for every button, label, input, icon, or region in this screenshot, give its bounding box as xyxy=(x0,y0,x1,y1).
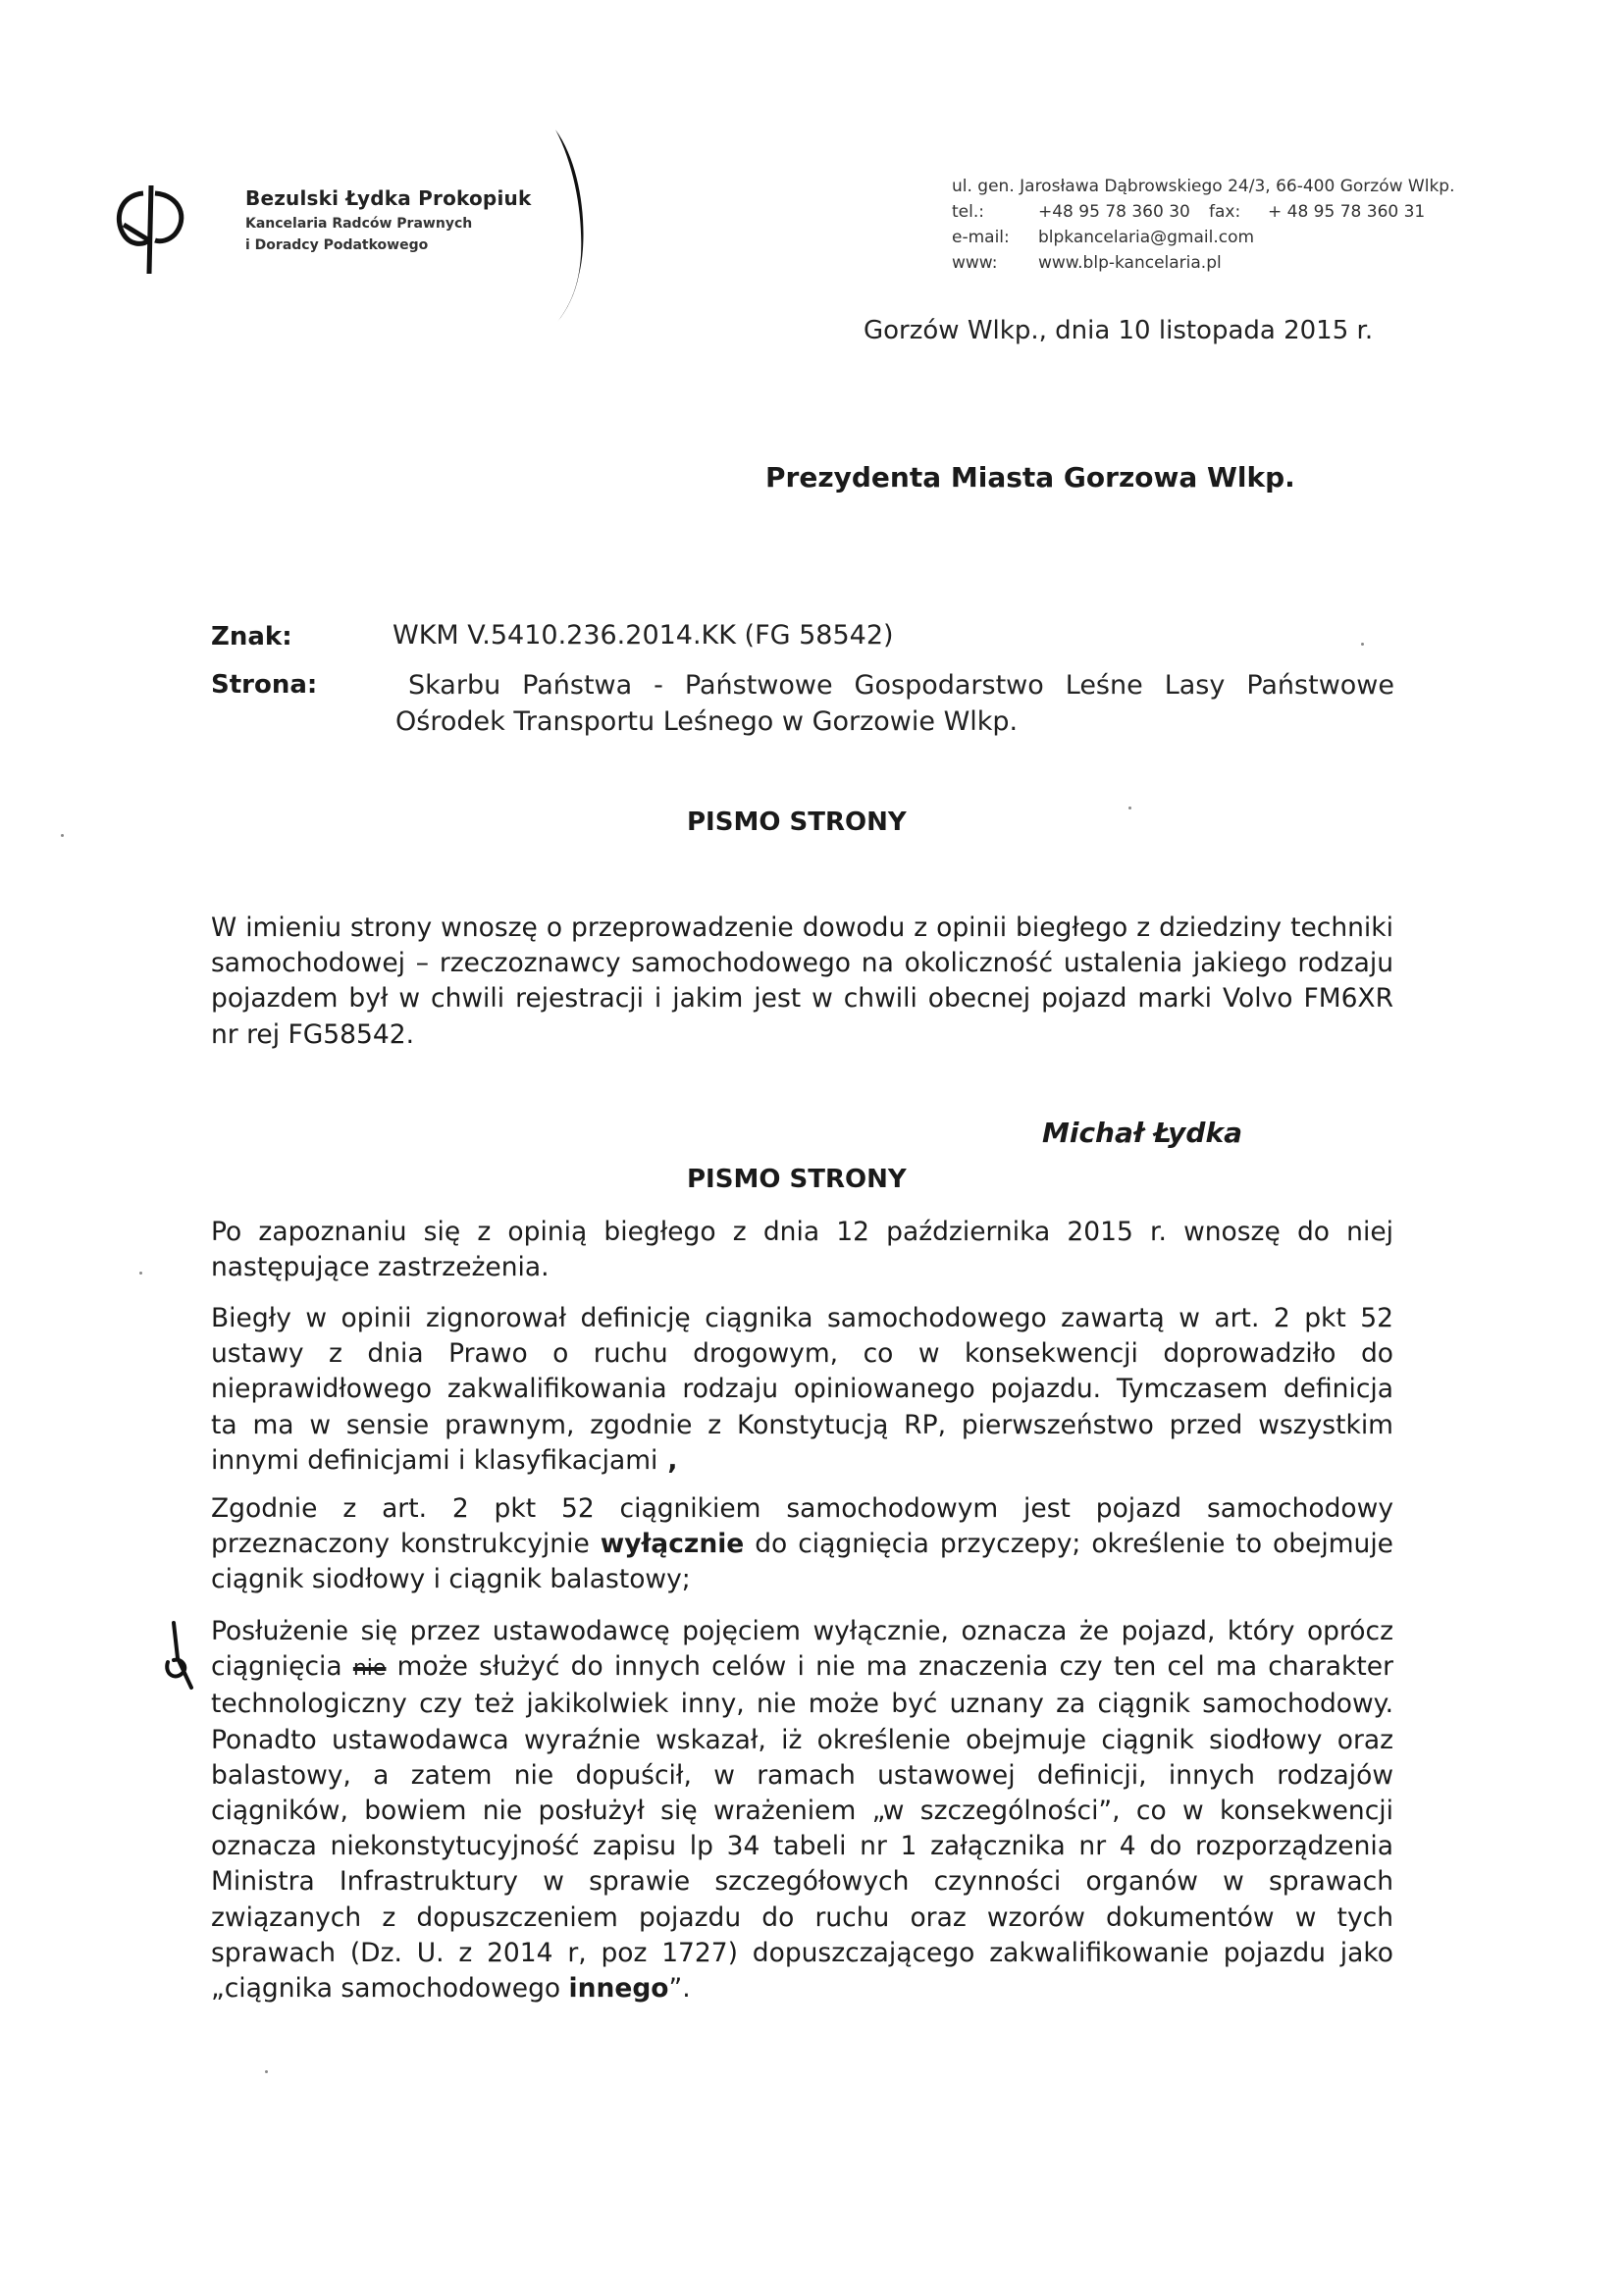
section-1-paragraph xyxy=(211,911,1393,1053)
fax-number: + 48 95 78 360 31 xyxy=(1268,202,1426,222)
para-4-line-2-end: może służyć do innych celów i nie ma znaczenia czy ten cel ma charakter xyxy=(386,1651,1393,1683)
para-4-last-end: ”. xyxy=(668,1973,691,2005)
section-1-line: pojazdem był w chwili rejestracji i jakim jest w chwili obecnej pojazd marki Volvo FM6XR xyxy=(211,983,1393,1015)
stray-comma-mark: , xyxy=(667,1444,678,1476)
section-2-paragraph-1 xyxy=(211,1215,1393,1285)
znak-label: Znak: xyxy=(211,622,292,651)
para-2-line: ta ma w sensie prawnym, zgodnie z Konstytucją RP, pierwszeństwo przed wszystkim xyxy=(211,1409,1393,1440)
email-label: e-mail: xyxy=(952,228,1010,247)
para-3-line-2-start: przeznaczony konstrukcyjnie xyxy=(211,1529,601,1560)
section-1-heading: PISMO STRONY xyxy=(687,807,907,837)
para-1-line: Po zapoznaniu się z opinią biegłego z dnia 12 października 2015 r. wnoszę do niej xyxy=(211,1217,1393,1247)
para-3-line-2-end: do ciągnięcia przyczepy; określenie to obejmuje xyxy=(744,1529,1393,1560)
signature-name: Michał Łydka xyxy=(1042,1117,1242,1149)
scan-speck xyxy=(61,834,64,837)
www-address: www.blp-kancelaria.pl xyxy=(1038,253,1222,273)
para-4-line: sprawach (Dz. U. z 2014 r, poz 1727) dopuszczającego zakwalifikowanie pojazdu jako xyxy=(211,1937,1393,1968)
znak-value: WKM V.5410.236.2014.KK (FG 58542) xyxy=(393,620,894,651)
para-2-line: innymi definicjami i klasyfikacjami xyxy=(211,1444,658,1476)
para-4-line: związanych z dopuszczeniem pojazdu do ruchu oraz wzorów dokumentów w tych xyxy=(211,1901,1393,1933)
tel-number: +48 95 78 360 30 xyxy=(1038,202,1190,222)
addressee: Prezydenta Miasta Gorzowa Wlkp. xyxy=(765,461,1295,494)
fax-label: fax: xyxy=(1209,202,1241,222)
para-2-line: nieprawidłowego zakwalifikowania rodzaju opiniowanego pojazdu. Tymczasem definicja xyxy=(211,1374,1393,1405)
handwritten-margin-mark xyxy=(162,1619,201,1697)
firm-subtitle-2: i Doradcy Podatkowego xyxy=(245,237,429,253)
strona-label: Strona: xyxy=(211,670,318,700)
closing-bracket-decoration xyxy=(550,128,608,324)
scan-speck xyxy=(1128,807,1131,809)
para-4-line: Posłużenie się przez ustawodawcę pojęciem wyłącznie, oznacza że pojazd, który oprócz xyxy=(211,1616,1393,1646)
section-2-paragraph-4 xyxy=(211,1614,1393,2006)
para-4-line: balastowy, a zatem nie dopuścił, w ramach ustawowej definicji, innych rodzajów xyxy=(211,1759,1393,1791)
firm-name: Bezulski Łydka Prokopiuk xyxy=(245,186,532,210)
para-4-line: Ministra Infrastruktury w sprawie szczegółowych czynności organów w sprawach xyxy=(211,1866,1393,1898)
section-2-paragraph-3 xyxy=(211,1491,1393,1598)
para-2-line: Biegły w opinii zignorował definicję ciągnika samochodowego zawartą w art. 2 pkt 52 xyxy=(211,1303,1393,1333)
para-3-line: Zgodnie z art. 2 pkt 52 ciągnikiem samochodowym jest pojazd samochodowy xyxy=(211,1493,1393,1524)
section-1-line: W imieniu strony wnoszę o przeprowadzenie dowodu z opinii biegłego z dziedziny techniki xyxy=(211,912,1393,943)
strona-value-line-2: Ośrodek Transportu Leśnego w Gorzowie Wlkp. xyxy=(395,706,1019,737)
para-4-line-2-start: ciągnięcia xyxy=(211,1651,353,1683)
section-2-heading: PISMO STRONY xyxy=(687,1165,907,1194)
scan-speck xyxy=(139,1272,142,1275)
document-date: Gorzów Wlkp., dnia 10 listopada 2015 r. xyxy=(864,316,1374,345)
firm-logo-icon xyxy=(110,180,190,278)
para-4-line: oznacza niekonstytucyjność zapisu lp 34 tabeli nr 1 załącznika nr 4 do rozporządzenia xyxy=(211,1831,1393,1862)
strona-value-line-1: Skarbu Państwa - Państwowe Gospodarstwo Leśne Lasy Państwowe xyxy=(408,670,1394,701)
para-4-line: ciągników, bowiem nie posłużył się wrażeniem „w szczególności”, co w konsekwencji xyxy=(211,1796,1393,1827)
para-4-last-start: „ciągnika samochodowego xyxy=(211,1973,569,2005)
firm-address: ul. gen. Jarosława Dąbrowskiego 24/3, 66-400 Gorzów Wlkp. xyxy=(952,177,1455,196)
firm-subtitle-1: Kancelaria Radców Prawnych xyxy=(245,216,473,232)
scan-speck xyxy=(1361,643,1364,646)
para-3-line: ciągnik siodłowy i ciągnik balastowy; xyxy=(211,1564,691,1595)
emphasis-wylacznie: wyłącznie xyxy=(600,1529,745,1560)
emphasis-innego: innego xyxy=(568,1973,669,2005)
para-2-line: ustawy z dnia Prawo o ruchu drogowym, co w konsekwencji doprowadziło do xyxy=(211,1338,1393,1370)
para-4-line: Ponadto ustawodawca wyraźnie wskazał, iż określenie obejmuje ciągnik siodłowy oraz xyxy=(211,1724,1393,1755)
scan-speck xyxy=(265,2070,268,2073)
section-1-line: nr rej FG58542. xyxy=(211,1018,415,1050)
para-4-line: technologiczny czy też jakikolwiek inny, nie może być uznany za ciągnik samochodowy. xyxy=(211,1689,1393,1720)
www-label: www: xyxy=(952,253,998,273)
email-address: blpkancelaria@gmail.com xyxy=(1038,228,1255,247)
section-2-paragraph-2 xyxy=(211,1301,1393,1479)
struck-word: nie xyxy=(352,1656,387,1682)
para-1-line: następujące zastrzeżenia. xyxy=(211,1252,550,1283)
section-1-line: samochodowej – rzeczoznawcy samochodowego na okoliczność ustalenia jakiego rodzaju xyxy=(211,948,1393,979)
tel-label: tel.: xyxy=(952,202,984,222)
